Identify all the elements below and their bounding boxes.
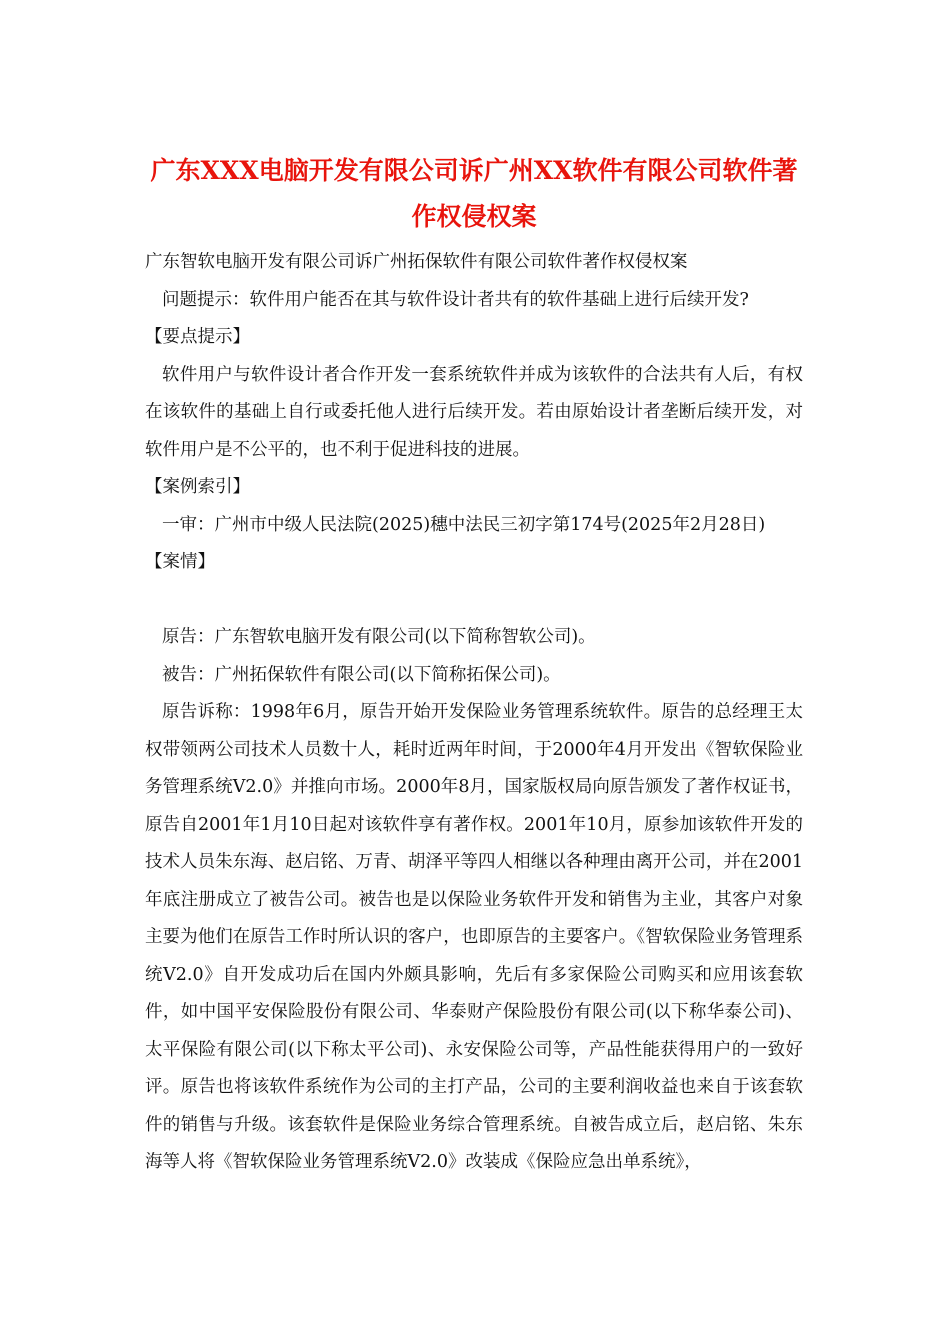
document-title: 广东XXX电脑开发有限公司诉广州XX软件有限公司软件著作权侵权案 (150, 156, 798, 231)
defendant-line: 被告：广州拓保软件有限公司(以下简称拓保公司)。 (162, 664, 561, 685)
question-prompt: 问题提示：软件用户能否在其与软件设计者共有的软件基础上进行后续开发? (162, 289, 749, 310)
case-subtitle: 广东智软电脑开发有限公司诉广州拓保软件有限公司软件著作权侵权案 (145, 252, 688, 272)
case-index-paragraph: 一审：广州市中级人民法院(2025)穗中法民三初字第174号(2025年2月28日) (162, 514, 766, 535)
blank-line (145, 582, 803, 620)
plaintiff-claim-paragraph: 原告诉称：1998年6月，原告开始开发保险业务管理系统软件。原告的总经理王太权带领两公司技术人员数十人，耗时近两年时间，于2000年4月开发出《智软保险业务管理系统V2.0》并推向市场。2000年8月，国家版权局向原告颁发了著作权证书，原告自2001年1月10日起对该软件享有著作权。2001年10月，原参加该软件开发的技术人员朱东海、赵启铭、万青、胡泽平等四人相继以各种理由离开公司，并在2001年底注册成立了被告公司。被告也是以保险业务软件开发和销售为主业，其客户对象主要为他们在原告工作时所认识的客户，也即原告的主要客户。《智软保险业务管理系统V2.0》自开发成功后在国内外颇具影响，先后有多家保险公司购买和应用该套软件，如中国平安保险股份有限公司、华泰财产保险股份有限公司(以下称华泰公司)、太平保险有限公司(以下称太平公司)、永安保险公司等，产品性能获得用户的一致好评。原告也将该软件系统作为公司的主打产品，公司的主要利润收益也来自于该套软件的销售与升级。该套软件是保险业务综合管理系统。自被告成立后，赵启铭、朱东海等人将《智软保险业务管理系统V2.0》改装成《保险应急出单系统》， (145, 702, 803, 1172)
key-points-heading: 【要点提示】 (145, 327, 250, 347)
document-body (145, 244, 803, 1182)
plaintiff-line: 原告：广东智软电脑开发有限公司(以下简称智软公司)。 (162, 627, 596, 647)
case-index-heading: 【案例索引】 (145, 477, 250, 497)
key-points-paragraph: 软件用户与软件设计者合作开发一套系统软件并成为该软件的合法共有人后，有权在该软件的基础上自行或委托他人进行后续开发。若由原始设计者垄断后续开发，对软件用户是不公平的，也不利于促进科技的进展。 (145, 364, 803, 460)
facts-heading: 【案情】 (145, 552, 215, 572)
